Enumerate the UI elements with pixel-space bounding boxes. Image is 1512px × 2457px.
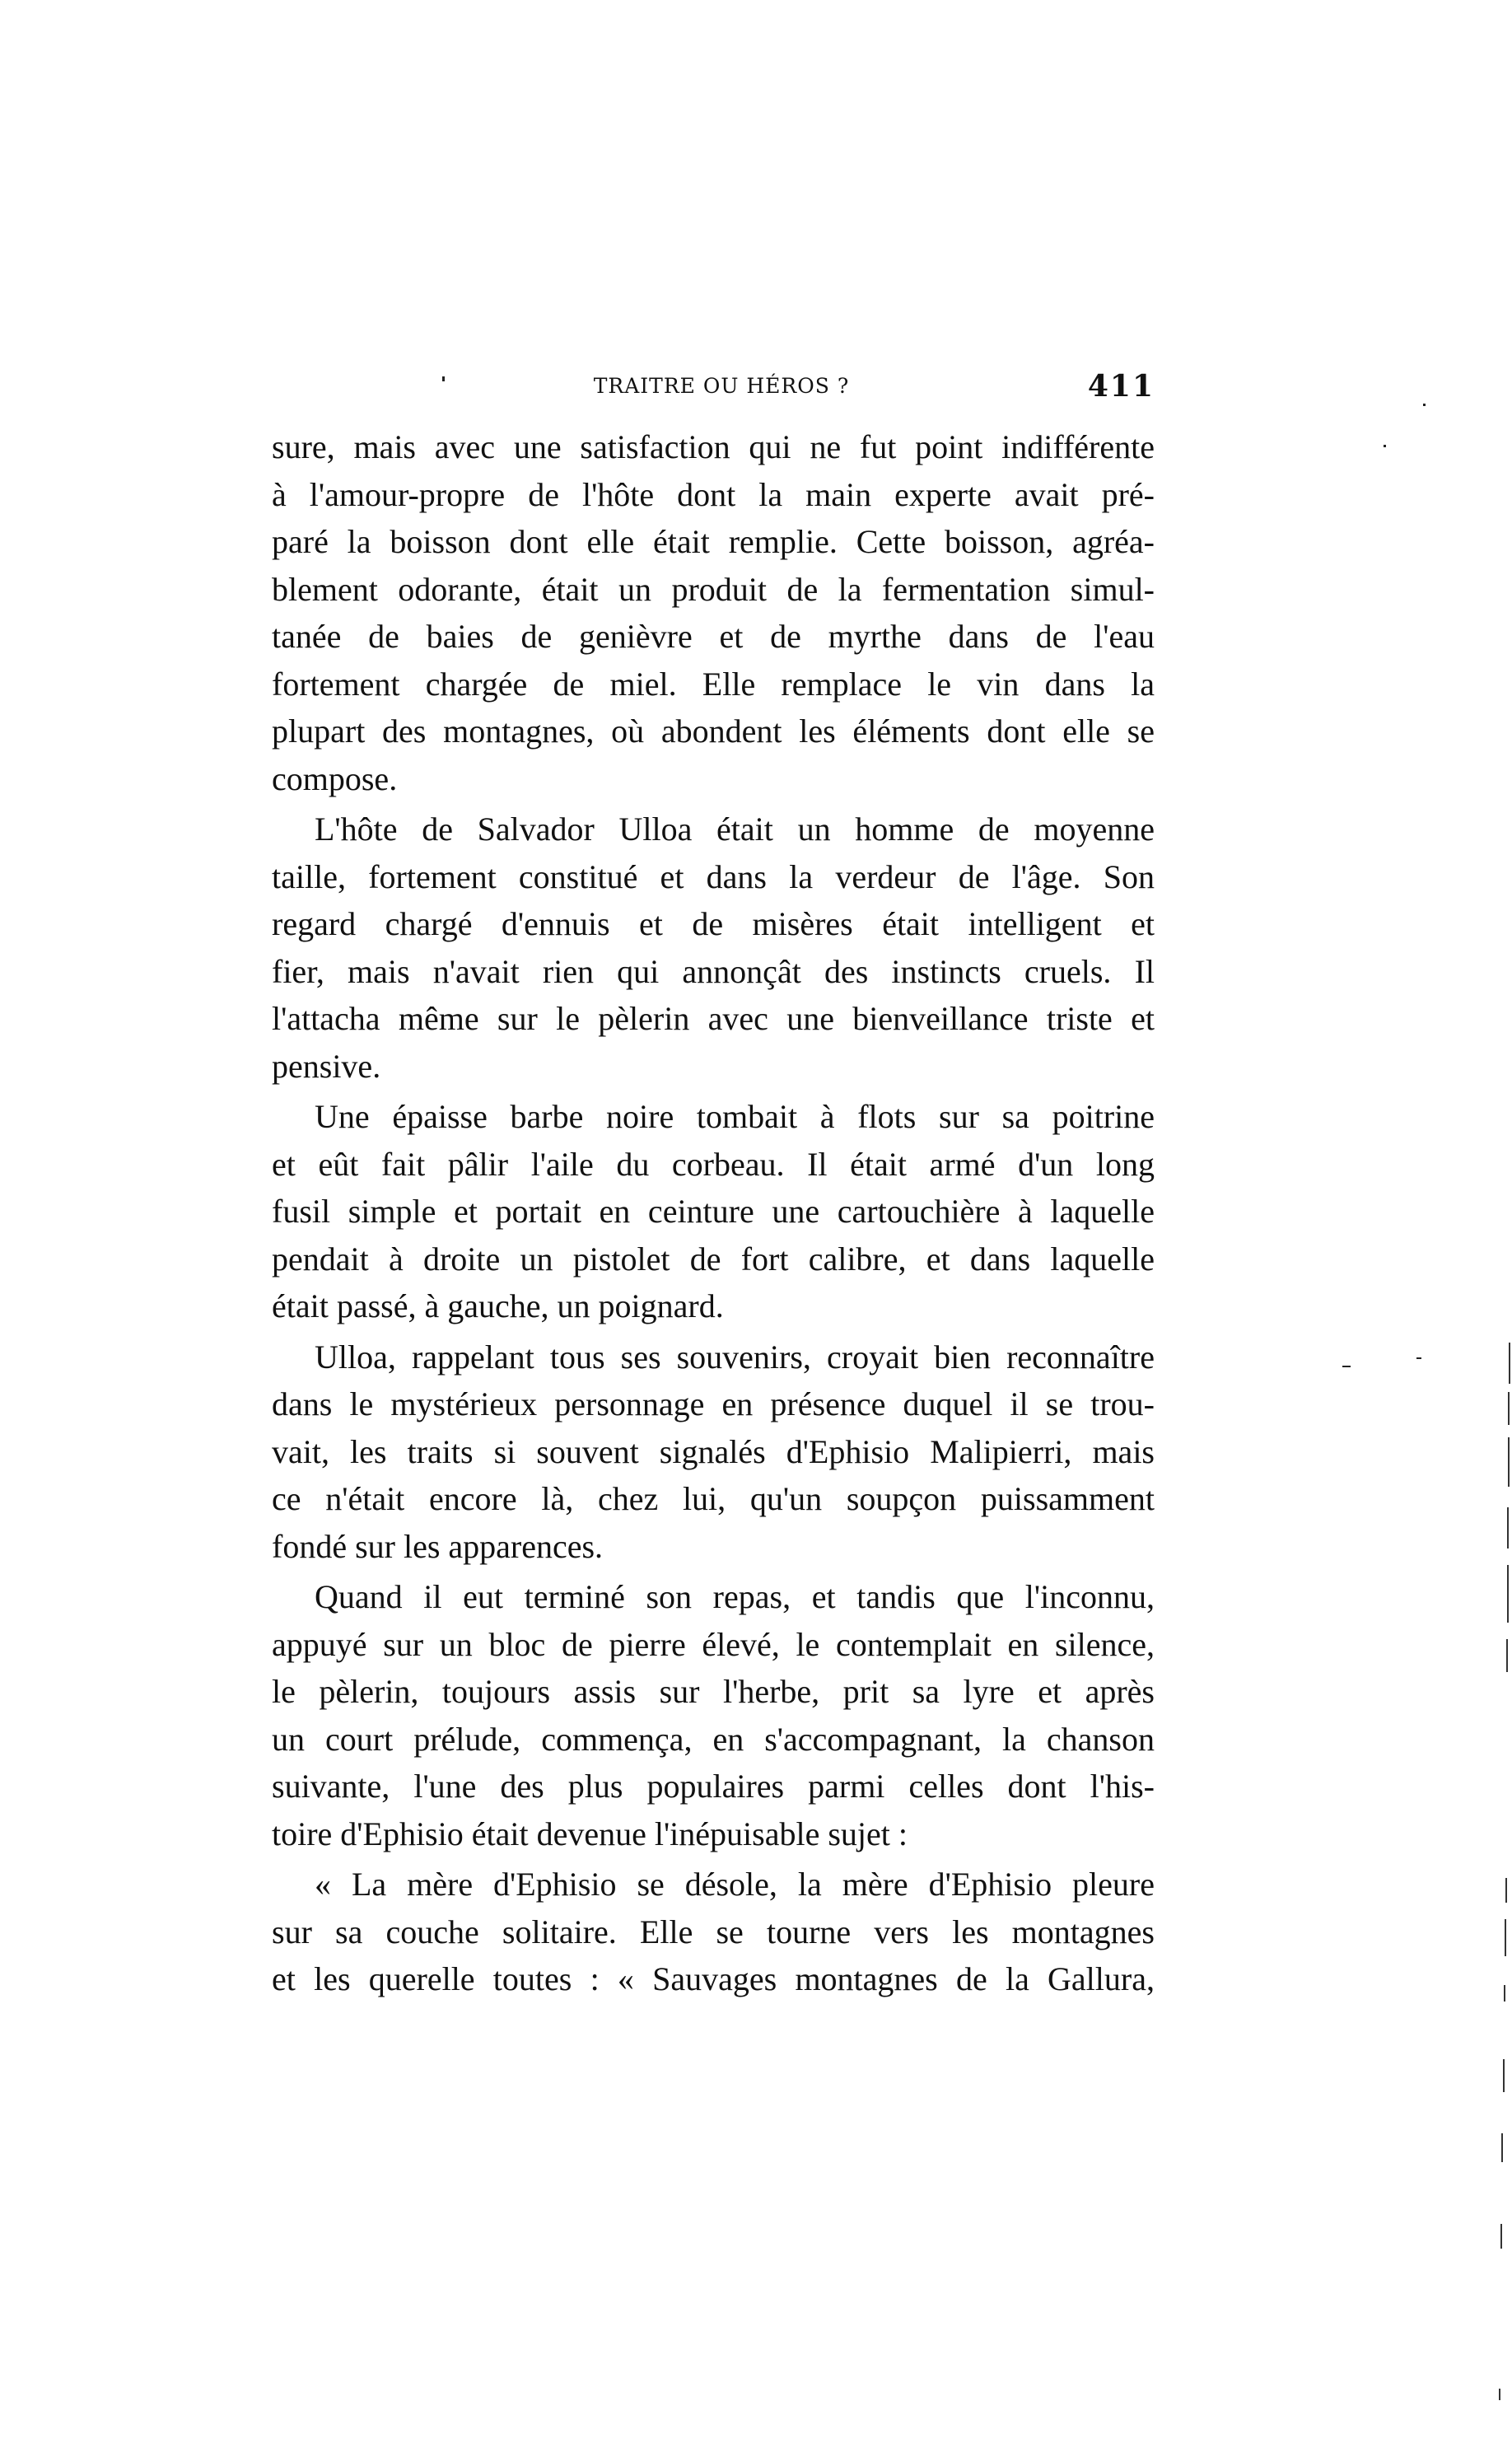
text-line: sur sa couche solitaire. Elle se tourne vers les montagnes <box>272 1913 1155 1950</box>
page-number: 411 <box>1087 369 1155 404</box>
text-line: était passé, à gauche, un poignard. <box>272 1287 724 1324</box>
paragraph <box>272 1334 1155 1571</box>
body-text <box>272 423 1155 2003</box>
text-line: compose. <box>272 759 398 797</box>
paragraph <box>272 1861 1155 2003</box>
paragraph <box>272 1093 1155 1330</box>
text-line: L'hôte de Salvador Ulloa était un homme de moyenne <box>315 810 1155 848</box>
text-line: à l'amour-propre de l'hôte dont la main experte avait pré- <box>272 475 1155 513</box>
text-line: regard chargé d'ennuis et de misères était intelligent et <box>272 905 1155 942</box>
text-line: le pèlerin, toujours assis sur l'herbe, prit sa lyre et après <box>272 1673 1155 1710</box>
text-line: plupart des montagnes, où abondent les éléments dont elle se <box>272 712 1155 750</box>
scan-speck <box>1416 1357 1421 1359</box>
text-line: taille, fortement constitué et dans la verdeur de l'âge. Son <box>272 857 1155 895</box>
text-line: pensive. <box>272 1047 381 1085</box>
running-title: TRAITRE OU HÉROS ? <box>593 374 850 398</box>
text-line: tanée de baies de genièvre et de myrthe dans de l'eau <box>272 618 1155 655</box>
text-line: pendait à droite un pistolet de fort calibre, et dans laquelle <box>272 1240 1155 1278</box>
text-line: fier, mais n'avait rien qui annonçât des instincts cruels. Il <box>272 952 1155 990</box>
text-line: l'attacha même sur le pèlerin avec une bienveillance triste et <box>272 1000 1155 1037</box>
text-line: suivante, l'une des plus populaires parmi celles dont l'his- <box>272 1768 1155 1805</box>
text-line: sure, mais avec une satisfaction qui ne fut point indifférente <box>272 428 1155 465</box>
scan-edge-mark <box>1500 2224 1502 2249</box>
text-line: et eût fait pâlir l'aile du corbeau. Il était armé d'un long <box>272 1145 1155 1183</box>
text-line: un court prélude, commença, en s'accompagnant, la chanson <box>272 1720 1155 1758</box>
text-line: fortement chargée de miel. Elle remplace le vin dans la <box>272 665 1155 703</box>
text-line: dans le mystérieux personnage en présence duquel il se trou- <box>272 1385 1155 1422</box>
text-line: ce n'était encore là, chez lui, qu'un soupçon puissamment <box>272 1480 1155 1517</box>
scan-speck <box>1342 1366 1351 1367</box>
scan-edge-mark <box>1506 1639 1508 1672</box>
scan-edge-mark <box>1503 2059 1505 2092</box>
text-line: vait, les traits si souvent signalés d'Ephisio Malipierri, mais <box>272 1432 1155 1470</box>
scan-speck <box>1384 445 1386 447</box>
text-line: appuyé sur un bloc de pierre élevé, le contemplait en silence, <box>272 1625 1155 1663</box>
text-line: paré la boisson dont elle était remplie. Cette boisson, agréa- <box>272 523 1155 560</box>
scan-speck <box>442 376 445 381</box>
scan-edge-mark <box>1499 2389 1500 2400</box>
scan-edge-mark <box>1507 1507 1509 1548</box>
scan-speck <box>1423 404 1426 406</box>
text-line: Une épaisse barbe noire tombait à flots sur sa poitrine <box>315 1098 1155 1135</box>
text-line: toire d'Ephisio était devenue l'inépuisable sujet : <box>272 1815 908 1852</box>
scan-edge-mark <box>1508 1392 1510 1425</box>
paragraph <box>272 423 1155 802</box>
scan-edge-mark <box>1508 1437 1510 1487</box>
text-line: et les querelle toutes : « Sauvages montagnes de la Gallura, <box>272 1960 1155 1997</box>
text-line: blement odorante, était un produit de la fermentation simul- <box>272 570 1155 608</box>
scan-edge-mark <box>1501 2133 1503 2162</box>
scan-edge-mark <box>1505 1878 1507 1903</box>
scan-edge-mark <box>1507 1565 1509 1623</box>
paragraph <box>272 1573 1155 1857</box>
text-line: Ulloa, rappelant tous ses souvenirs, croyait bien reconnaître <box>315 1338 1155 1376</box>
scan-edge-mark <box>1504 1985 1505 2002</box>
paragraph <box>272 806 1155 1090</box>
text-line: « La mère d'Ephisio se désole, la mère d'Ephisio pleure <box>315 1866 1155 1903</box>
text-line: fondé sur les apparences. <box>272 1527 604 1565</box>
scan-edge-mark <box>1509 1343 1510 1384</box>
running-header <box>272 369 1155 405</box>
text-line: Quand il eut terminé son repas, et tandis que l'inconnu, <box>315 1578 1155 1615</box>
text-line: fusil simple et portait en ceinture une cartouchière à laquelle <box>272 1193 1155 1230</box>
scan-edge-mark <box>1505 1919 1506 1956</box>
